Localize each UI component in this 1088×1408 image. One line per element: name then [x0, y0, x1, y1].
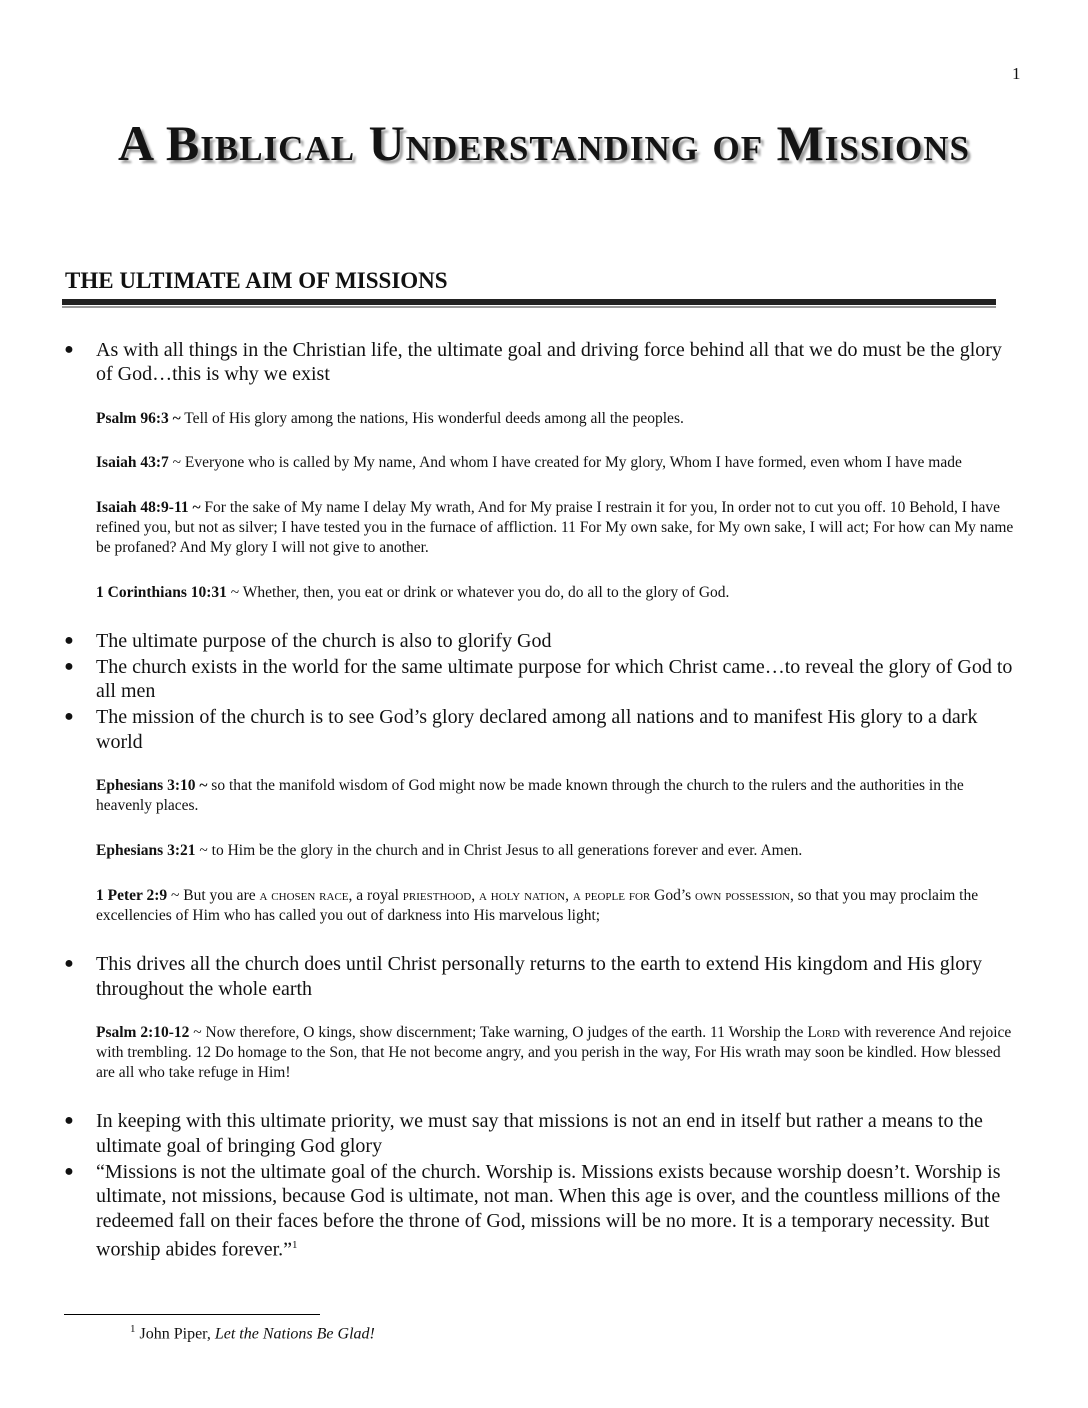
bullet-item	[62, 952, 1014, 1001]
bullet-text: As with all things in the Christian life, the ultimate goal and driving force behind all that we do must be the glory of God…this is why we exist	[96, 338, 1002, 385]
page-number: 1	[1012, 64, 1021, 83]
scripture-text: ~ Everyone who is called by My name, And whom I have created for My glory, Whom I have formed, even whom I have made	[168, 453, 962, 471]
scripture-text: with reverence And rejoice with trembling. 12 Do homage to the Son, that He not become angry, and you perish in the way, For His wrath may soon be kindled. How blessed are all who take refuge in Him!	[96, 1024, 1012, 1081]
scripture-text: God’s	[650, 887, 696, 904]
scripture-text-smallcaps: a chosen race	[259, 887, 349, 904]
scripture-text: ~ to Him be the glory in the church and in Christ Jesus to all generations forever and ever. Amen.	[195, 842, 803, 859]
bullet-dot-icon: ●	[64, 631, 74, 649]
scripture-psalm-2-10-12	[62, 1023, 1014, 1083]
bullet-item	[62, 705, 1014, 754]
scripture-isaiah-43-7	[62, 453, 1014, 473]
scripture-text: , a royal	[348, 887, 403, 904]
scripture-text: ,	[565, 887, 573, 904]
scripture-reference: Isaiah 48:9-11 ~	[96, 498, 201, 516]
bullet-dot-icon: ●	[64, 1162, 74, 1180]
footnote-reference[interactable]: 1	[292, 1239, 298, 1251]
scripture-text: Tell of His glory among the nations, His wonderful deeds among all the peoples.	[180, 409, 684, 427]
bullet-dot-icon: ●	[64, 1112, 74, 1129]
scripture-reference: 1 Peter 2:9	[96, 887, 168, 904]
scripture-1-peter-2-9	[62, 886, 1014, 926]
bullet-dot-icon: ●	[64, 340, 74, 358]
scripture-reference: Ephesians 3:21	[96, 842, 196, 859]
heading-rule-shadow	[62, 306, 996, 308]
scripture-text: so that the manifold wisdom of God might now be made known through the church to the rulers and the authorities in the heavenly places.	[96, 777, 964, 814]
scripture-text: ~ Whether, then, you eat or drink or whatever you do, do all to the glory of God.	[226, 583, 730, 601]
scripture-reference: Isaiah 43:7	[96, 453, 169, 471]
scripture-psalm-96-3	[62, 409, 1014, 429]
footnote-mark: 1	[130, 1323, 136, 1335]
document-title: A Biblical Understanding of Missions	[118, 115, 970, 171]
scripture-reference: Psalm 96:3 ~	[96, 409, 181, 427]
bullet-text: In keeping with this ultimate priority, we must say that missions is not an end in itself but rather a means to the ultimate goal of bringing God glory	[96, 1110, 983, 1157]
scripture-1-corinthians-10-31	[62, 583, 1014, 603]
scripture-text: ~ But you are	[167, 887, 260, 904]
footnote	[130, 1323, 375, 1343]
scripture-text-smallcaps: own possession	[695, 887, 790, 904]
footnote-author: John Piper,	[135, 1325, 215, 1343]
scripture-text: , so that you may proclaim the excellencies of Him who has called you out of darkness into His marvelous light;	[96, 887, 979, 924]
scripture-ephesians-3-10	[62, 776, 1014, 816]
scripture-text-smallcaps: priesthood	[402, 887, 472, 904]
bullet-dot-icon: ●	[64, 955, 74, 972]
bullet-text: The mission of the church is to see God’s glory declared among all nations and to manifest His glory to a dark world	[96, 706, 978, 753]
section-heading: THE ULTIMATE AIM OF MISSIONS	[65, 268, 448, 293]
heading-rule-thick	[62, 299, 996, 305]
bullet-item	[62, 338, 1014, 387]
footnote-book-title: Let the Nations Be Glad!	[214, 1325, 375, 1343]
bullet-text: This drives all the church does until Christ personally returns to the earth to extend His kingdom and His glory throughout the whole earth	[96, 953, 982, 1000]
scripture-text-smallcaps: a holy nation	[478, 887, 566, 904]
scripture-text: ~ Now therefore, O kings, show discernment; Take warning, O judges of the earth. 11 Worship the	[189, 1024, 808, 1041]
bullet-text: “Missions is not the ultimate goal of the church. Worship is. Missions exists because worship doesn’t. Worship is ultimate, not missions, because God is ultimate, not man. When this age is over, and the countless millions of the redeemed fall on their faces before the throne of God, missions will be no more. It is a temporary necessity. But worship abides forever.”	[96, 1160, 1001, 1261]
bullet-item	[62, 1109, 1014, 1158]
footnote-separator	[64, 1314, 320, 1315]
main-content	[62, 336, 1014, 1262]
scripture-text-smallcaps: a people for	[572, 887, 651, 904]
bullet-text: The church exists in the world for the same ultimate purpose for which Christ came…to reveal the glory of God to all men	[96, 655, 1013, 702]
scripture-text: For the sake of My name I delay My wrath, And for My praise I restrain it for you, In order not to cut you off. 10 Behold, I have refined you, but not as silver; I have tested you in the furnace of affliction. 11 For My own sake, for My own sake, I will act; For how can My name be profaned? And My glory I will not give to another.	[96, 498, 1014, 556]
scripture-reference: Ephesians 3:10 ~	[96, 777, 208, 794]
scripture-reference: Psalm 2:10-12	[96, 1024, 190, 1041]
scripture-reference: 1 Corinthians 10:31	[96, 583, 227, 601]
bullet-dot-icon: ●	[64, 657, 74, 675]
scripture-text-smallcaps: Lord	[807, 1024, 841, 1041]
bullet-dot-icon: ●	[64, 708, 74, 725]
bullet-item	[62, 1160, 1014, 1263]
scripture-ephesians-3-21	[62, 841, 1014, 861]
bullet-item	[62, 655, 1014, 704]
scripture-isaiah-48-9-11	[62, 498, 1014, 558]
bullet-item	[62, 629, 1014, 654]
bullet-text: The ultimate purpose of the church is also to glorify God	[96, 629, 552, 652]
scripture-text: ,	[471, 887, 479, 904]
